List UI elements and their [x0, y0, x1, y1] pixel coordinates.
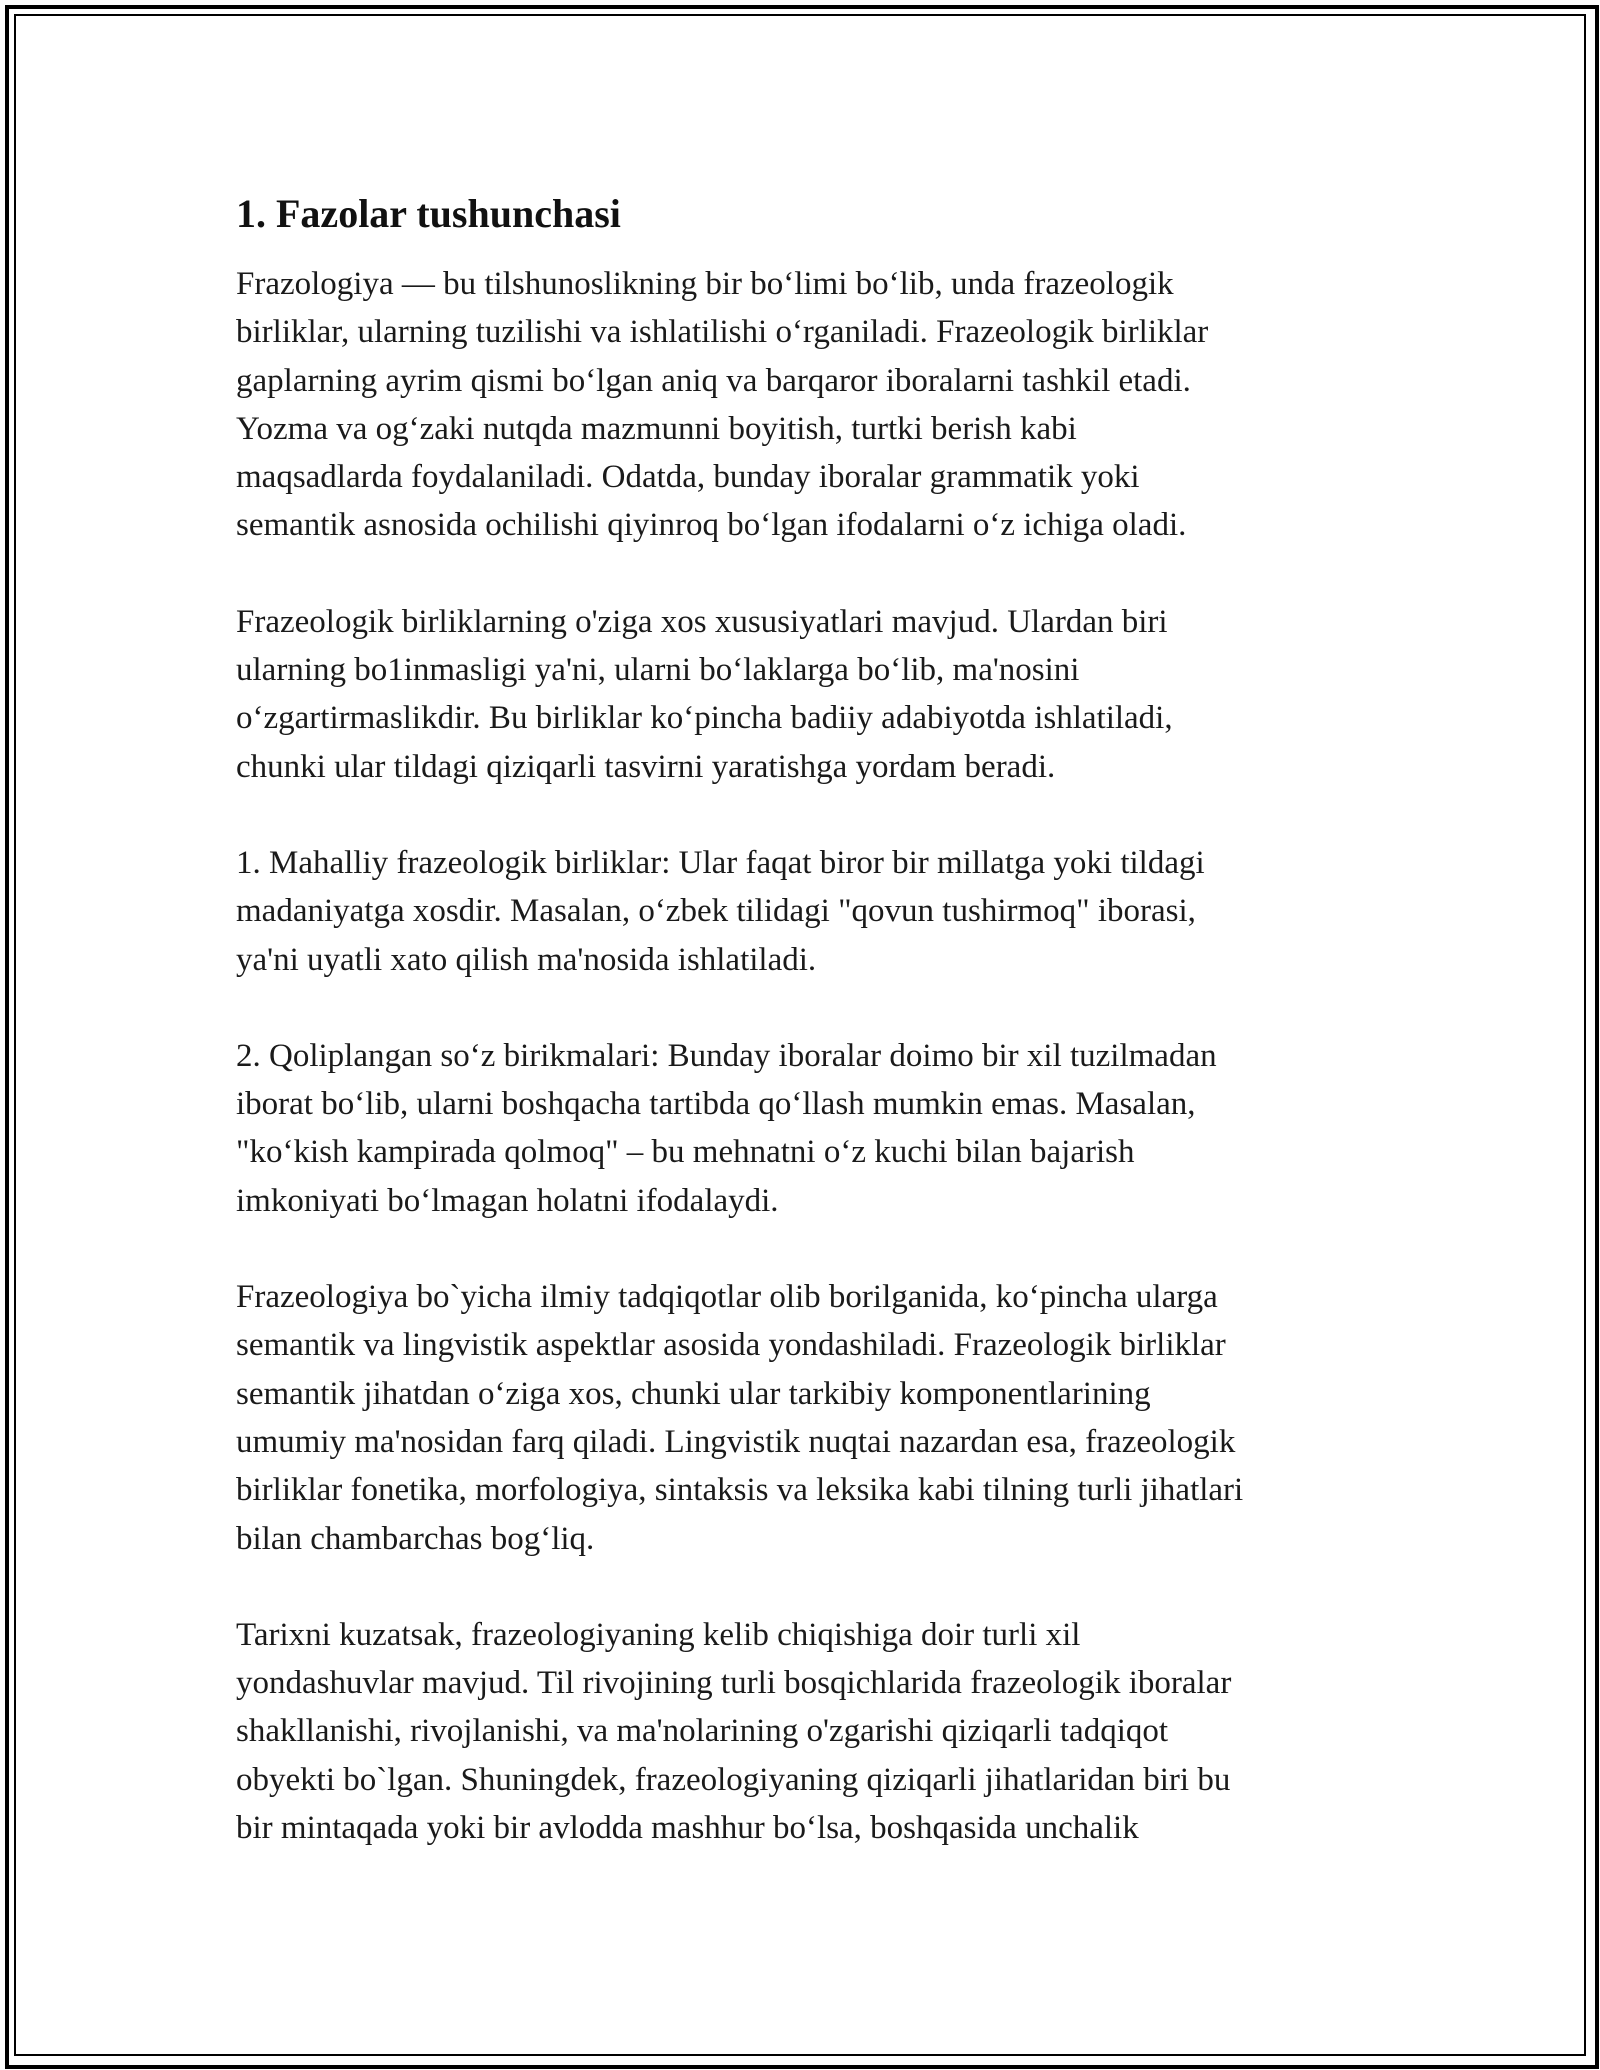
- paragraph-features: Frazeologik birliklarning o'ziga xos xususiyatlari mavjud. Ulardan biri ularning bo1inmasligi ya'ni, ularni bo‘laklarga bo‘lib, ma'nosini o‘zgartirmaslikdir. Bu birliklar ko‘pincha badiiy adabiyotda ishlatiladi, chunki ular tildagi qiziqarli tasvirni yaratishga yordam beradi.: [236, 603, 1173, 785]
- paragraph-history: Tarixni kuzatsak, frazeologiyaning kelib chiqishiga doir turli xil yondashuvlar mavjud. Til rivojining turli bosqichlarida frazeologik iboralar shakllanishi, rivojlanishi, va ma'nolarining o'zgarishi qiziqarli tadqiqot obyekti bo`lgan. Shuningdek, frazeologiyaning qiziqarli jihatlaridan biri bu bir mintaqada yoki bir avlodda mashhur bo‘lsa, boshqasida unchalik: [236, 1616, 1232, 1847]
- section-heading: 1. Fazolar tushunchasi: [236, 191, 621, 236]
- document-body: [236, 186, 1366, 1900]
- paragraph-definition: Frazologiya — bu tilshunoslikning bir bo‘limi bo‘lib, unda frazeologik birliklar, ularning tuzilishi va ishlatilishi o‘rganiladi. Frazeologik birliklar gaplarning ayrim qismi bo‘lgan aniq va barqaror iboralarni tashkil etadi. Yozma va og‘zaki nutqda mazmunni boyitish, turtki berish kabi maqsadlarda foydalaniladi. Odatda, bunday iboralar grammatik yoki semantik asnosida ochilishi qiyinroq bo‘lgan ifodalarni o‘z ichiga oladi.: [236, 266, 1209, 544]
- paragraph-fixed-phrases: 2. Qoliplangan so‘z birikmalari: Bunday iboralar doimo bir xil tuzilmadan iborat bo‘lib, ularni boshqacha tartibda qo‘llash mumkin emas. Masalan, "ko‘kish kampirada qolmoq" – bu mehnatni o‘z kuchi bilan bajarish imkoniyati bo‘lmagan holatni ifodalaydi.: [236, 1037, 1217, 1219]
- paragraph-local-units: 1. Mahalliy frazeologik birliklar: Ular faqat biror bir millatga yoki tildagi madaniyatga xosdir. Masalan, o‘zbek tilidagi "qovun tushirmoq" iborasi, ya'ni uyatli xato qilish ma'nosida ishlatiladi.: [236, 844, 1205, 978]
- paragraph-research: Frazeologiya bo`yicha ilmiy tadqiqotlar olib borilganida, ko‘pincha ularga semantik va lingvistik aspektlar asosida yondashiladi. Frazeologik birliklar semantik jihatdan o‘ziga xos, chunki ular tarkibiy komponentlarining umumiy ma'nosidan farq qiladi. Lingvistik nuqtai nazardan esa, frazeologik birliklar fonetika, morfologiya, sintaksis va leksika kabi tilning turli jihatlari bilan chambarchas bog‘liq.: [236, 1279, 1244, 1557]
